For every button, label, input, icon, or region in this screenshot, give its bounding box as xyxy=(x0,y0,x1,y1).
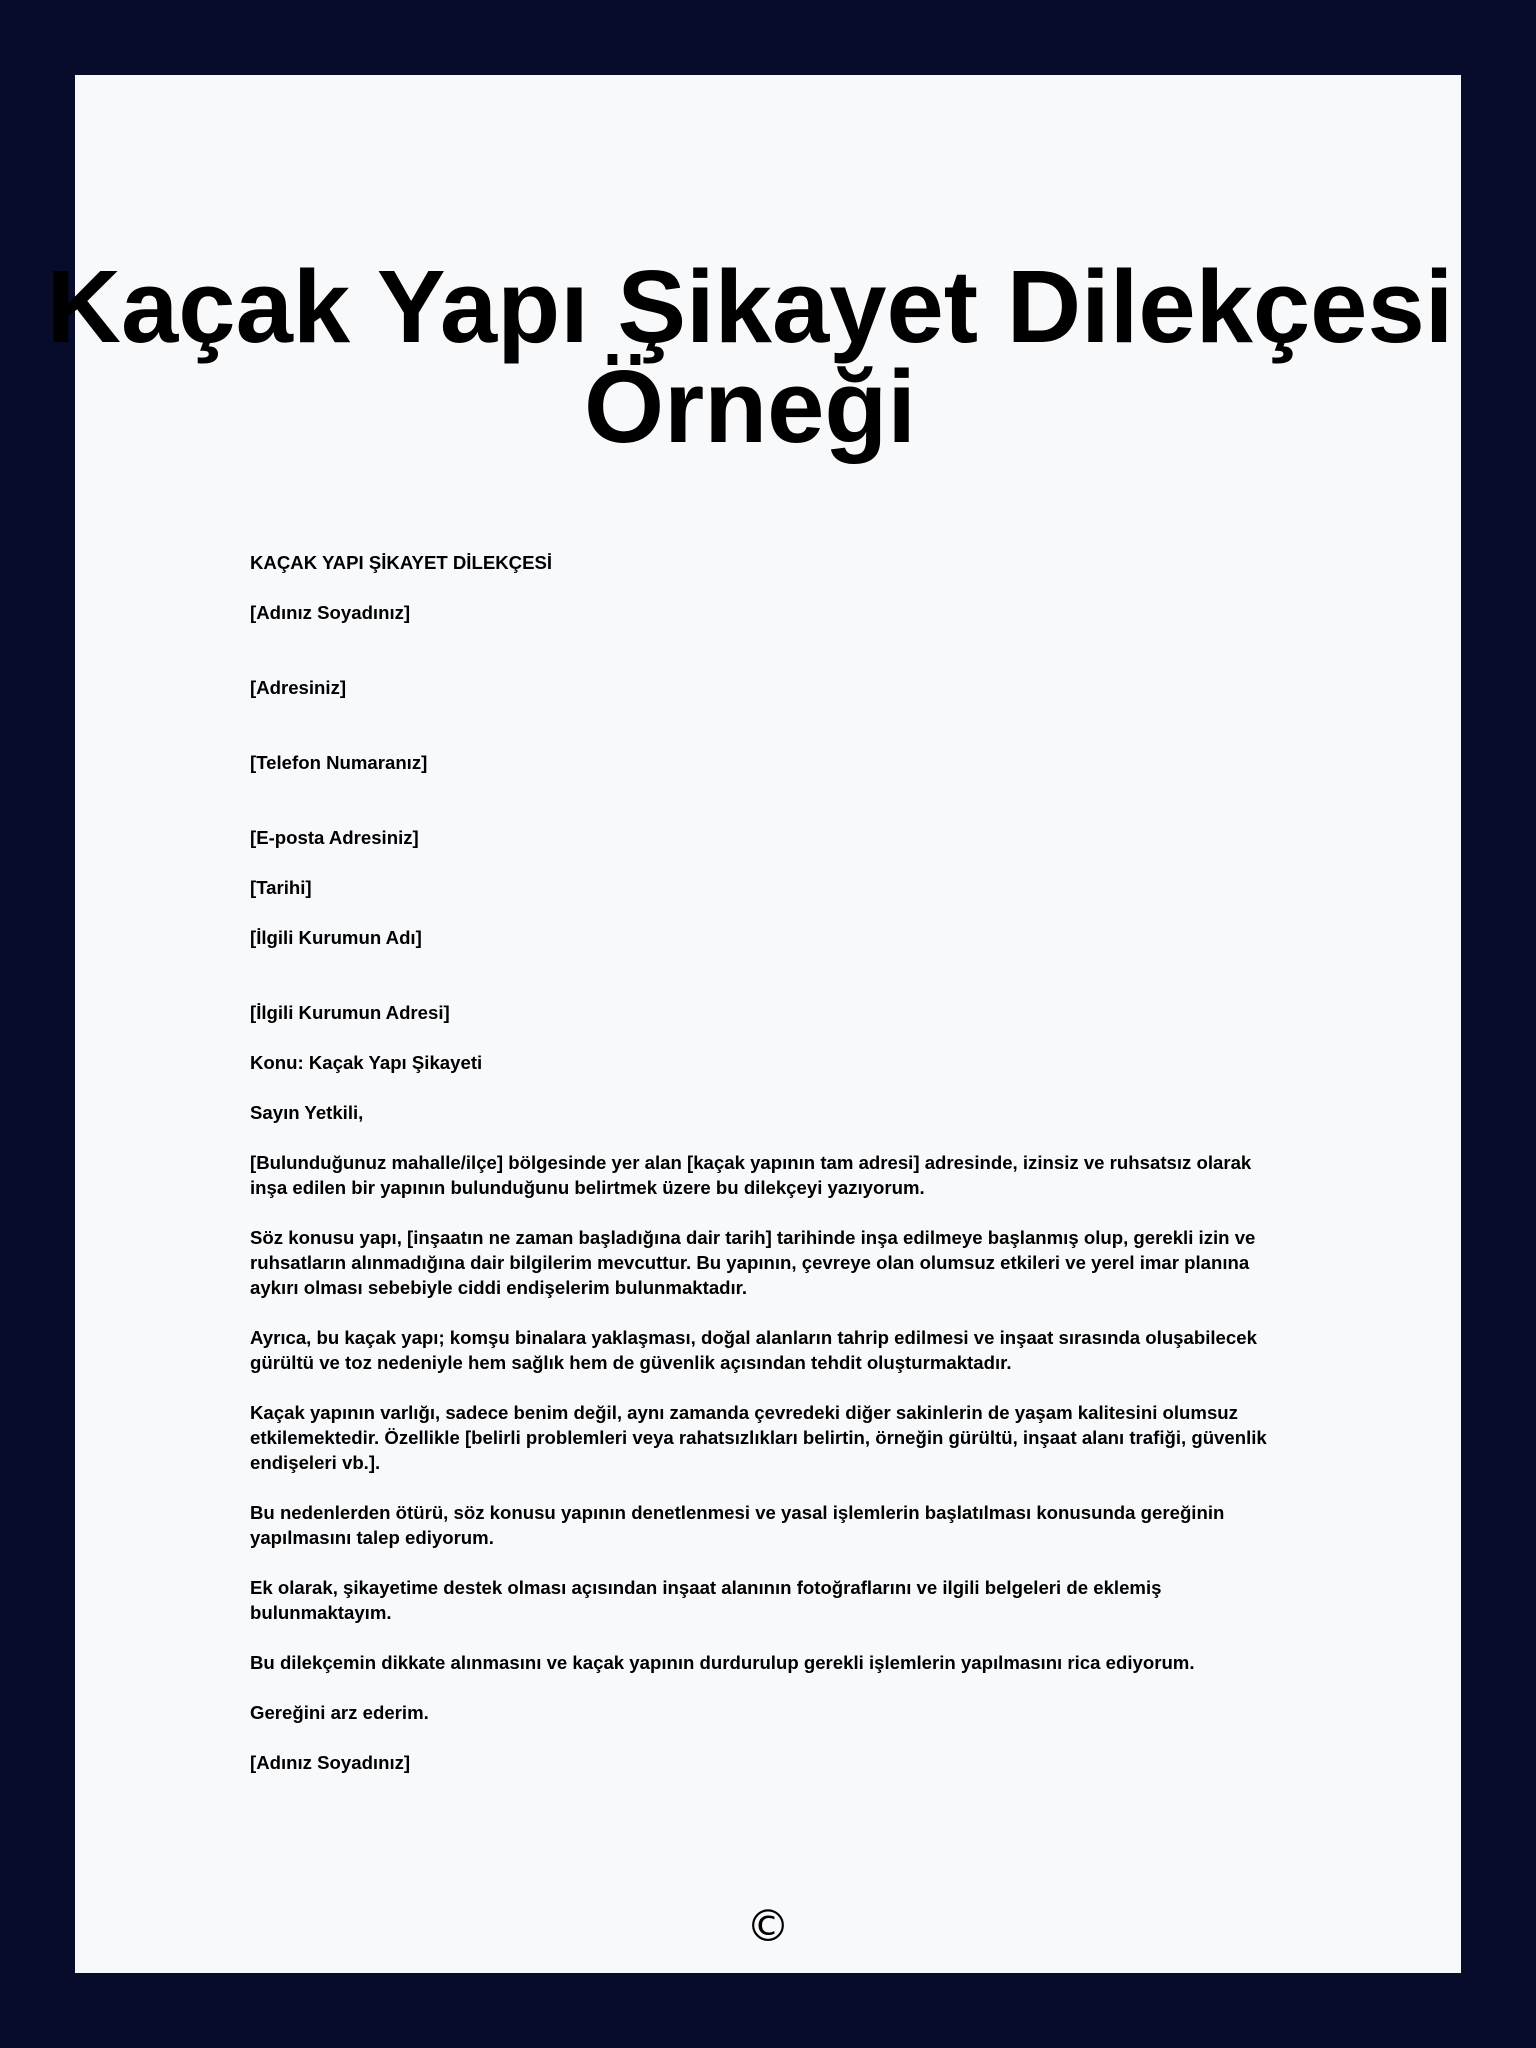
petition-salutation: Sayın Yetkili, xyxy=(250,1102,364,1123)
petition-paragraph: Ayrıca, bu kaçak yapı; komşu binalara yaklaşması, doğal alanların tahrip edilmesi ve inşaat sırasında oluşabilecek gürültü ve toz nedeniyle hem sağlık hem de güvenlik açısından tehdit oluşturmaktadır. xyxy=(250,1327,1257,1373)
petition-paragraph: Kaçak yapının varlığı, sadece benim değil, aynı zamanda çevredeki diğer sakinlerin de yaşam kalitesini olumsuz etkilemektedir. Özellikle [belirli problemleri veya rahatsızlıkları belirtin, örneğin gürültü, inşaat alanı trafiği, güvenlik endişeleri vb.]. xyxy=(250,1402,1267,1473)
petition-paragraph: Ek olarak, şikayetime destek olması açısından inşaat alanının fotoğraflarını ve ilgili belgeleri de eklemiş bulunmaktayım. xyxy=(250,1577,1162,1623)
petition-date: [Tarihi] xyxy=(250,877,312,898)
sender-phone: [Telefon Numaranız] xyxy=(250,752,428,773)
petition-heading: KAÇAK YAPI ŞİKAYET DİLEKÇESİ xyxy=(250,552,553,573)
sender-email: [E-posta Adresiniz] xyxy=(250,827,419,848)
petition-closing: Gereğini arz ederim. xyxy=(250,1702,429,1723)
document-page xyxy=(46,75,1461,1973)
petition-paragraph: Söz konusu yapı, [inşaatın ne zaman başladığına dair tarih] tarihinde inşa edilmeye başlanmış olup, gerekli izin ve ruhsatların alınmadığına dair bilgilerim mevcuttur. Bu yapının, çevreye olan olumsuz etkileri ve yerel imar planına aykırı olması sebebiyle ciddi endişelerim bulunmaktadır. xyxy=(250,1227,1256,1298)
petition-paragraph: Bu nedenlerden ötürü, söz konusu yapının denetlenmesi ve yasal işlemlerin başlatılması konusunda gereğinin yapılmasını talep ediyorum. xyxy=(250,1502,1225,1548)
recipient-institution-address: [İlgili Kurumun Adresi] xyxy=(250,1002,450,1023)
sender-name: [Adınız Soyadınız] xyxy=(250,602,411,623)
recipient-institution-name: [İlgili Kurumun Adı] xyxy=(250,927,422,948)
petition-body xyxy=(250,550,1290,1800)
page-title-line-1: Kaçak Yapı Şikayet Dilekçesi xyxy=(46,249,1454,364)
petition-paragraph: [Bulunduğunuz mahalle/ilçe] bölgesinde yer alan [kaçak yapının tam adresi] adresinde, izinsiz ve ruhsatsız olarak inşa edilen bir yapının bulunduğunu belirtmek üzere bu dilekçeyi yazıyorum. xyxy=(250,1152,1252,1198)
petition-signature: [Adınız Soyadınız] xyxy=(250,1752,411,1773)
page-title-line-2: Örneği xyxy=(584,349,916,464)
copyright-icon: © xyxy=(746,1901,790,1952)
petition-paragraph: Bu dilekçemin dikkate alınmasını ve kaçak yapının durdurulup gerekli işlemlerin yapılmasını rica ediyorum. xyxy=(250,1652,1195,1673)
sender-address: [Adresiniz] xyxy=(250,677,347,698)
petition-subject: Konu: Kaçak Yapı Şikayeti xyxy=(250,1052,483,1073)
page-title xyxy=(35,249,1465,464)
